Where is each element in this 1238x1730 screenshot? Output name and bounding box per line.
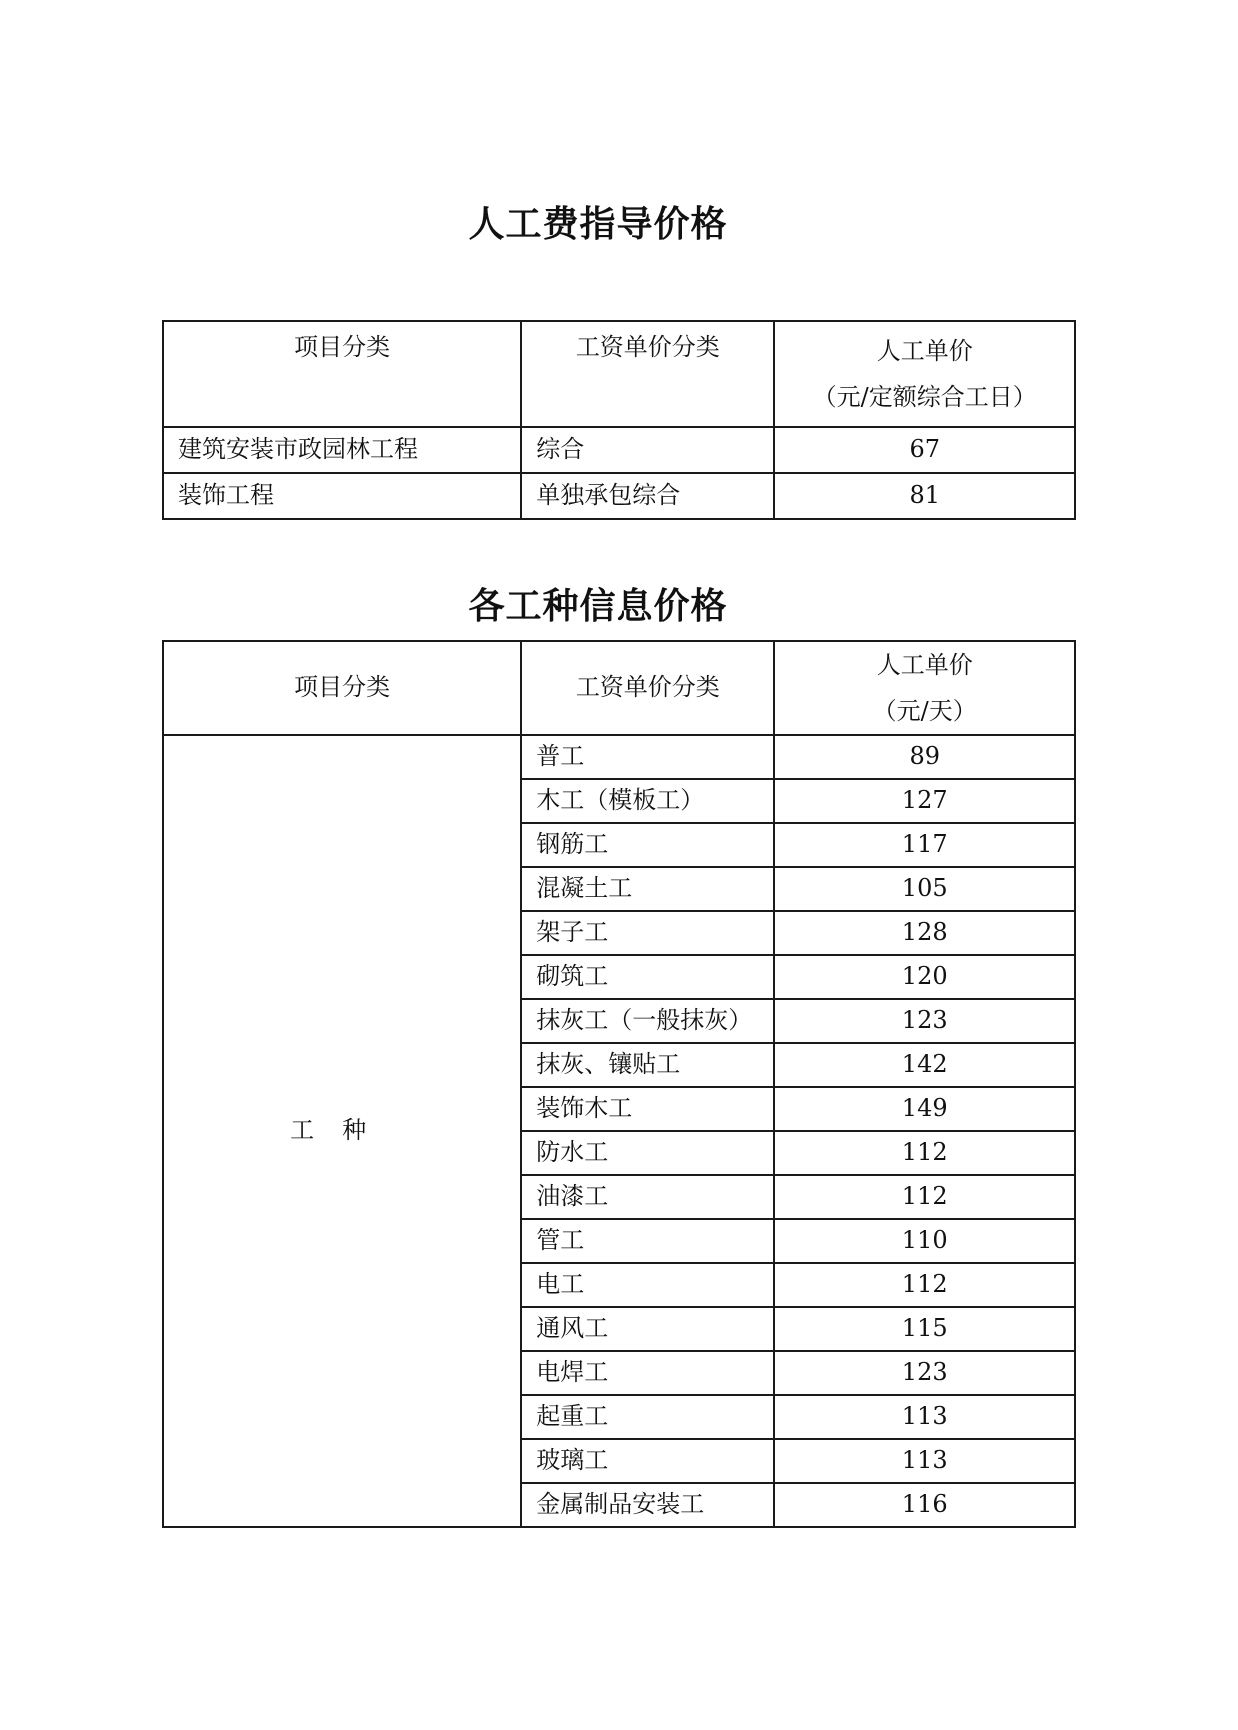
- cell-trade-name: 木工（模板工）: [521, 779, 774, 823]
- table-row: [163, 735, 1075, 779]
- header-wage-type: 工资单价分类: [521, 321, 774, 427]
- table-row: [163, 473, 1075, 519]
- page-title-trade-info-price: 各工种信息价格: [468, 586, 728, 627]
- cell-unit-price: 142: [774, 1043, 1075, 1087]
- cell-trade-name: 钢筋工: [521, 823, 774, 867]
- cell-trade-name: 混凝土工: [521, 867, 774, 911]
- cell-project-category: 建筑安装市政园林工程: [163, 427, 521, 473]
- page-title-labor-guide-price: 人工费指导价格: [468, 204, 728, 245]
- header-unit-price-line2: （元/定额综合工日）: [812, 383, 1037, 411]
- cell-trade-name: 通风工: [521, 1307, 774, 1351]
- cell-unit-price: 113: [774, 1439, 1075, 1483]
- cell-trade-name: 金属制品安装工: [521, 1483, 774, 1527]
- cell-unit-price: 110: [774, 1219, 1075, 1263]
- cell-unit-price: 112: [774, 1175, 1075, 1219]
- table-header-row: [163, 641, 1075, 735]
- cell-trade-name: 砌筑工: [521, 955, 774, 999]
- cell-wage-type: 综合: [521, 427, 774, 473]
- header-unit-price-line1: 人工单价: [876, 651, 973, 679]
- table-header-row: [163, 321, 1075, 427]
- cell-trade-name: 玻璃工: [521, 1439, 774, 1483]
- header-project-category: 项目分类: [163, 641, 521, 735]
- cell-unit-price: 127: [774, 779, 1075, 823]
- header-unit-price: [774, 321, 1075, 427]
- cell-unit-price: 120: [774, 955, 1075, 999]
- cell-unit-price: 89: [774, 735, 1075, 779]
- header-unit-price-line2: （元/天）: [872, 697, 977, 725]
- cell-trade-name: 普工: [521, 735, 774, 779]
- cell-unit-price: 128: [774, 911, 1075, 955]
- header-project-category: 项目分类: [163, 321, 521, 427]
- cell-trade-name: 电工: [521, 1263, 774, 1307]
- cell-unit-price: 81: [774, 473, 1075, 519]
- cell-trade-name: 防水工: [521, 1131, 774, 1175]
- cell-trade-name: 起重工: [521, 1395, 774, 1439]
- cell-unit-price: 112: [774, 1263, 1075, 1307]
- header-wage-type: 工资单价分类: [521, 641, 774, 735]
- cell-trade-name: 抹灰工（一般抹灰）: [521, 999, 774, 1043]
- cell-trade-name: 装饰木工: [521, 1087, 774, 1131]
- cell-unit-price: 149: [774, 1087, 1075, 1131]
- cell-unit-price: 117: [774, 823, 1075, 867]
- trade-info-price-table: [162, 640, 1076, 1528]
- cell-unit-price: 123: [774, 999, 1075, 1043]
- cell-unit-price: 105: [774, 867, 1075, 911]
- cell-trade-name: 管工: [521, 1219, 774, 1263]
- cell-trade-name: 油漆工: [521, 1175, 774, 1219]
- cell-project-category: 装饰工程: [163, 473, 521, 519]
- cell-unit-price: 113: [774, 1395, 1075, 1439]
- cell-trade-name: 架子工: [521, 911, 774, 955]
- cell-unit-price: 67: [774, 427, 1075, 473]
- header-unit-price: [774, 641, 1075, 735]
- cell-wage-type: 单独承包综合: [521, 473, 774, 519]
- cell-unit-price: 116: [774, 1483, 1075, 1527]
- cell-unit-price: 112: [774, 1131, 1075, 1175]
- header-unit-price-line1: 人工单价: [876, 337, 973, 365]
- cell-unit-price: 123: [774, 1351, 1075, 1395]
- cell-trade-name: 电焊工: [521, 1351, 774, 1395]
- cell-trade-name: 抹灰、镶贴工: [521, 1043, 774, 1087]
- labor-guide-price-table: [162, 320, 1076, 520]
- cell-unit-price: 115: [774, 1307, 1075, 1351]
- table-row: [163, 427, 1075, 473]
- cell-trade-category: 工种: [163, 735, 521, 1527]
